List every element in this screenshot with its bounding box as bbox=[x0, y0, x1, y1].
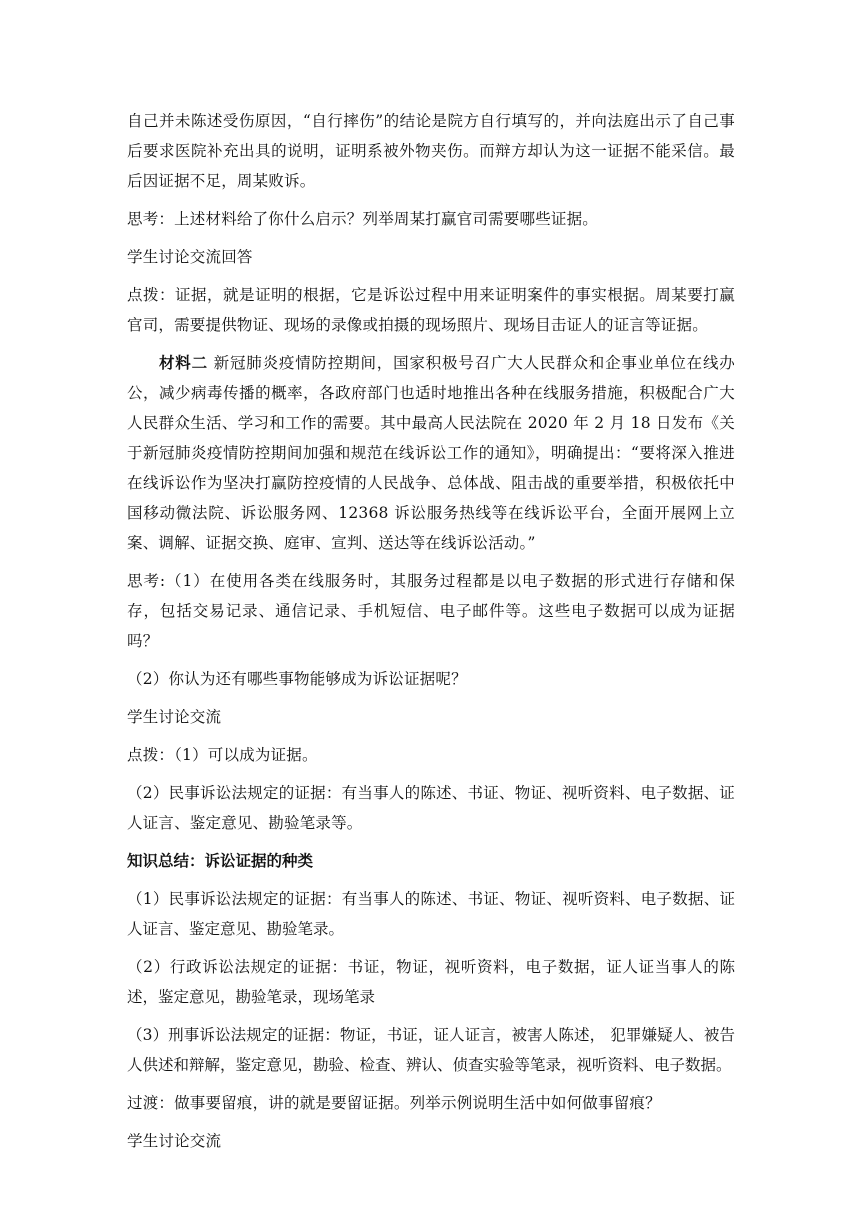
thinking-question-1: 思考：上述材料给了你什么启示？列举周某打赢官司需要哪些证据。 bbox=[127, 210, 599, 228]
case-paragraph-continued: 自己并未陈述受伤原因，“自行摔伤”的结论是院方自行填写的，并向法庭出示了自己事后要求医院补充出具的说明，证明系被外物夹伤。而辩方却认为这一证据不能采信。最后因证据不足，周某败诉。 bbox=[127, 112, 735, 190]
thinking-question-2: 思考:（1）在使用各类在线服务时，其服务过程都是以电子数据的形式进行存储和保存，包括交易记录、通信记录、手机短信、电子邮件等。这些电子数据可以成为证据吗？ bbox=[127, 572, 735, 650]
material-two-label: 材料二 bbox=[159, 353, 208, 372]
civil-evidence-types: （1）民事诉讼法规定的证据：有当事人的陈述、书证、物证、视听资料、电子数据、证人证言、鉴定意见、勘验笔录。 bbox=[127, 890, 735, 938]
guidance-2-part2: （2）民事诉讼法规定的证据：有当事人的陈述、书证、物证、视听资料、电子数据、证人证言、鉴定意见、勘验笔录等。 bbox=[127, 784, 735, 832]
student-discussion-3: 学生讨论交流 bbox=[127, 1132, 222, 1150]
thinking-question-2-part2: （2）你认为还有哪些事物能够成为诉讼证据呢？ bbox=[127, 670, 467, 688]
material-two-text: 新冠肺炎疫情防控期间，国家积极号召广大人民群众和企事业单位在线办公，减少病毒传播的概率，各政府部门也适时地推出各种在线服务措施，积极配合广大人民群众生活、学习和工作的需要。其中最高人民法院在 2020 年 2 月 18 日发布《关于新冠肺炎疫情防控期间加强和规范在线诉讼工作的通知》，明确提出：“要将深入推进在线诉讼作为坚决打赢防控疫情的人民战争、总体战、阻击战的重要举措，积极依托中国移动微法院、诉讼服务网、12368 诉讼服务热线等在线诉讼平台，全面开展网上立案、调解、证据交换、庭审、宣判、送达等在线诉讼活动。” bbox=[127, 354, 735, 552]
document-body bbox=[127, 106, 735, 1164]
guidance-2-part1: 点拨：（1）可以成为证据。 bbox=[127, 746, 318, 764]
transition-paragraph: 过渡：做事要留痕，讲的就是要留证据。列举示例说明生活中如何做事留痕？ bbox=[127, 1094, 661, 1112]
guidance-1: 点拨：证据，就是证明的根据，它是诉讼过程中用来证明案件的事实根据。周某要打赢官司，需要提供物证、现场的录像或拍摄的现场照片、现场目击证人的证言等证据。 bbox=[127, 286, 735, 334]
criminal-evidence-types: （3）刑事诉讼法规定的证据：物证，书证，证人证言，被害人陈述， 犯罪嫌疑人、被告人供述和辩解，鉴定意见，勘验、检查、辨认、侦查实验等笔录，视听资料、电子数据。 bbox=[127, 1026, 735, 1074]
student-discussion-1: 学生讨论交流回答 bbox=[127, 248, 253, 266]
student-discussion-2: 学生讨论交流 bbox=[127, 708, 222, 726]
administrative-evidence-types: （2）行政诉讼法规定的证据：书证，物证，视听资料，电子数据，证人证当事人的陈述，鉴定意见，勘验笔录，现场笔录 bbox=[127, 958, 735, 1006]
knowledge-summary-heading: 知识总结：诉讼证据的种类 bbox=[127, 852, 314, 870]
material-two-paragraph bbox=[127, 348, 735, 558]
